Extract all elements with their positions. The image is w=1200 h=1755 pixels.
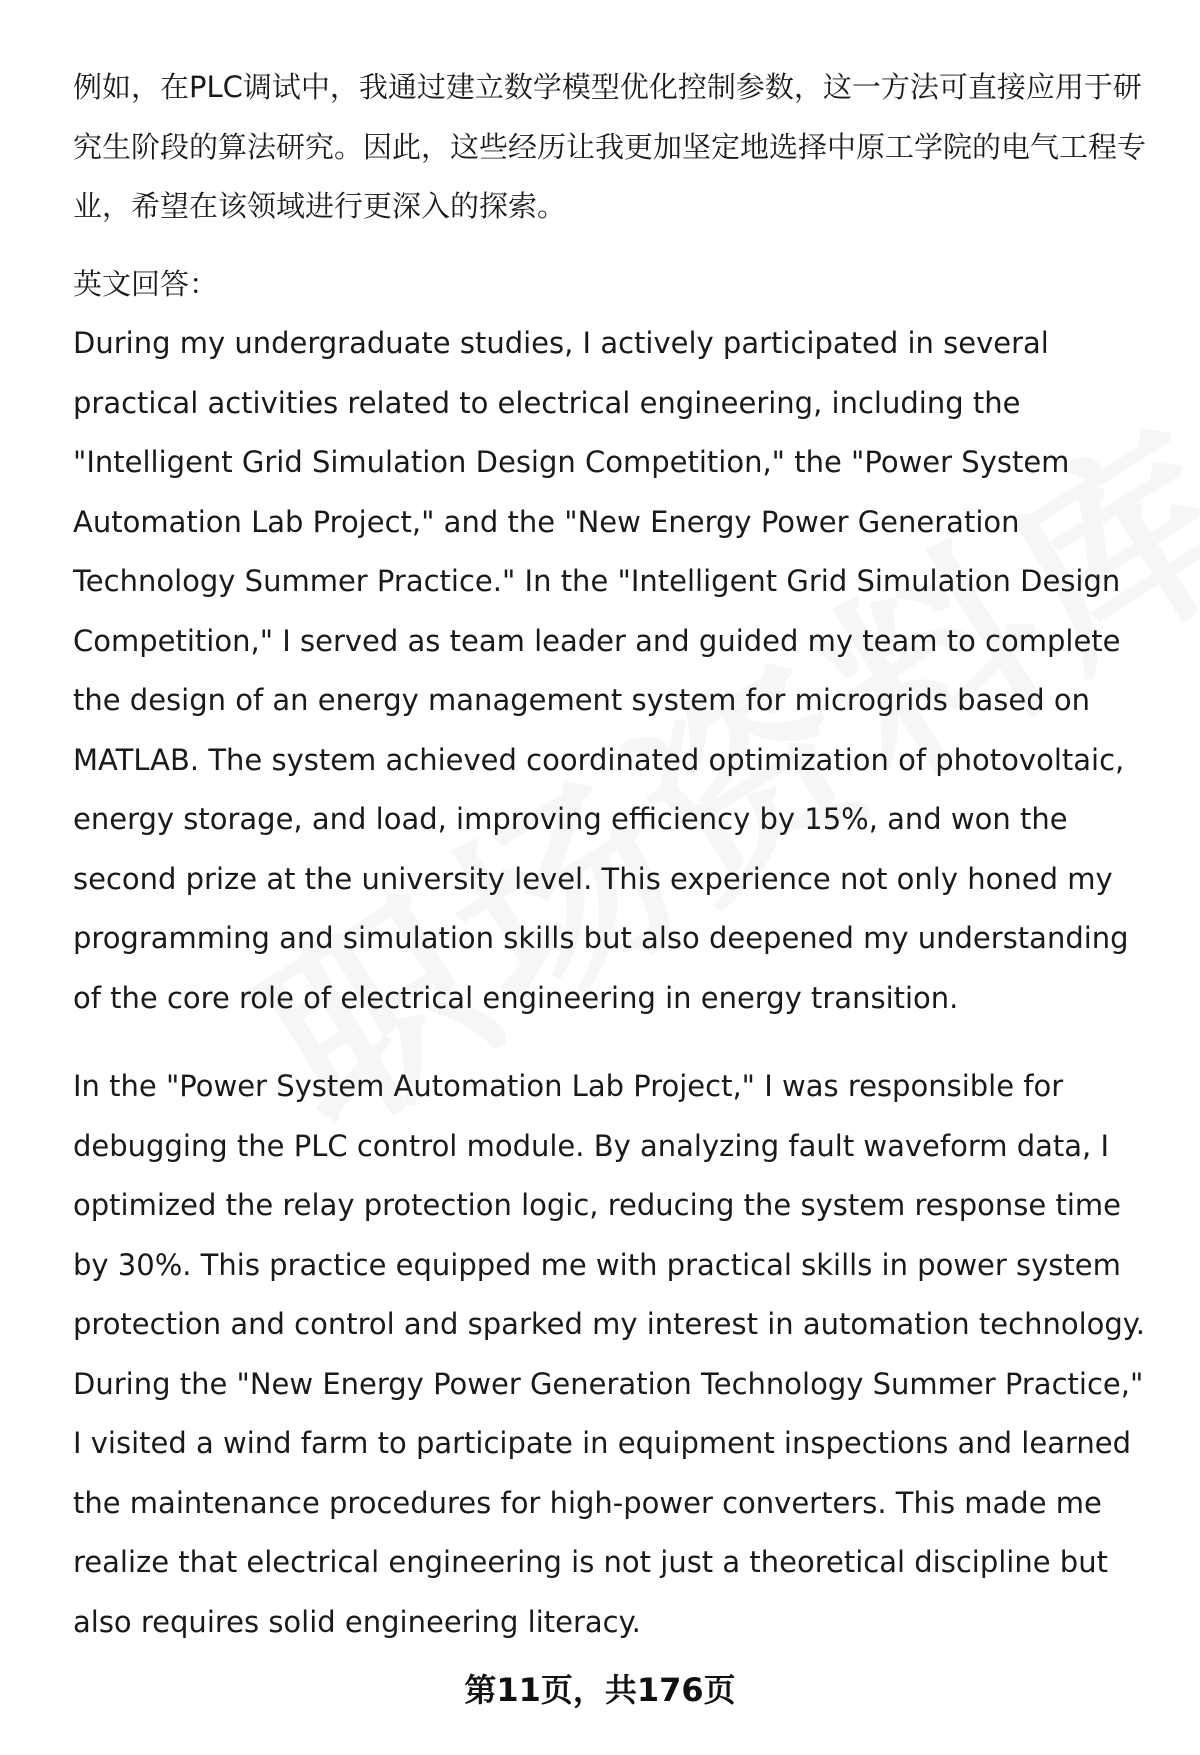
english-paragraph-1: During my undergraduate studies, I actively participated in several practical activities related to electrical engineering, including the "Intelligent Grid Simulation Design Competition," the "Power System Automation Lab Project," and the "New Energy Power Generation Technology Summer Practice." In the "Intelligent Grid Simulation Design Competition," I served as team leader and guided my team to complete the design of an energy management system for microgrids based on MATLAB. The system achieved coordinated optimization of photovoltaic, energy storage, and load, improving efficiency by 15%, and won the second prize at the university level. This experience not only honed my programming and simulation skills but also deepened my understanding of the core role of electrical engineering in energy transition. [73,326,1129,1015]
english-paragraph-2: In the "Power System Automation Lab Project," I was responsible for debugging the PLC control module. By analyzing fault waveform data, I optimized the relay protection logic, reducing the system response time by 30%. This practice equipped me with practical skills in power system protection and control and sparked my interest in automation technology. During the "New Energy Power Generation Technology Summer Practice," I visited a wind farm to participate in equipment inspections and learned the maintenance procedures for high-power converters. This made me realize that electrical engineering is not just a theoretical discipline but also requires solid engineering literacy. [73,1069,1146,1639]
page-number-footer: 第11页，共176页 [464,1671,736,1709]
chinese-paragraph: 例如，在PLC调试中，我通过建立数学模型优化控制参数，这一方法可直接应用于研究生阶段的算法研究。因此，这些经历让我更加坚定地选择中原工学院的电气工程专业，希望在该领域进行更深入的探索。 [73,70,1147,223]
document-body [73,58,1148,1652]
english-answer-heading: 英文回答： [73,266,219,301]
